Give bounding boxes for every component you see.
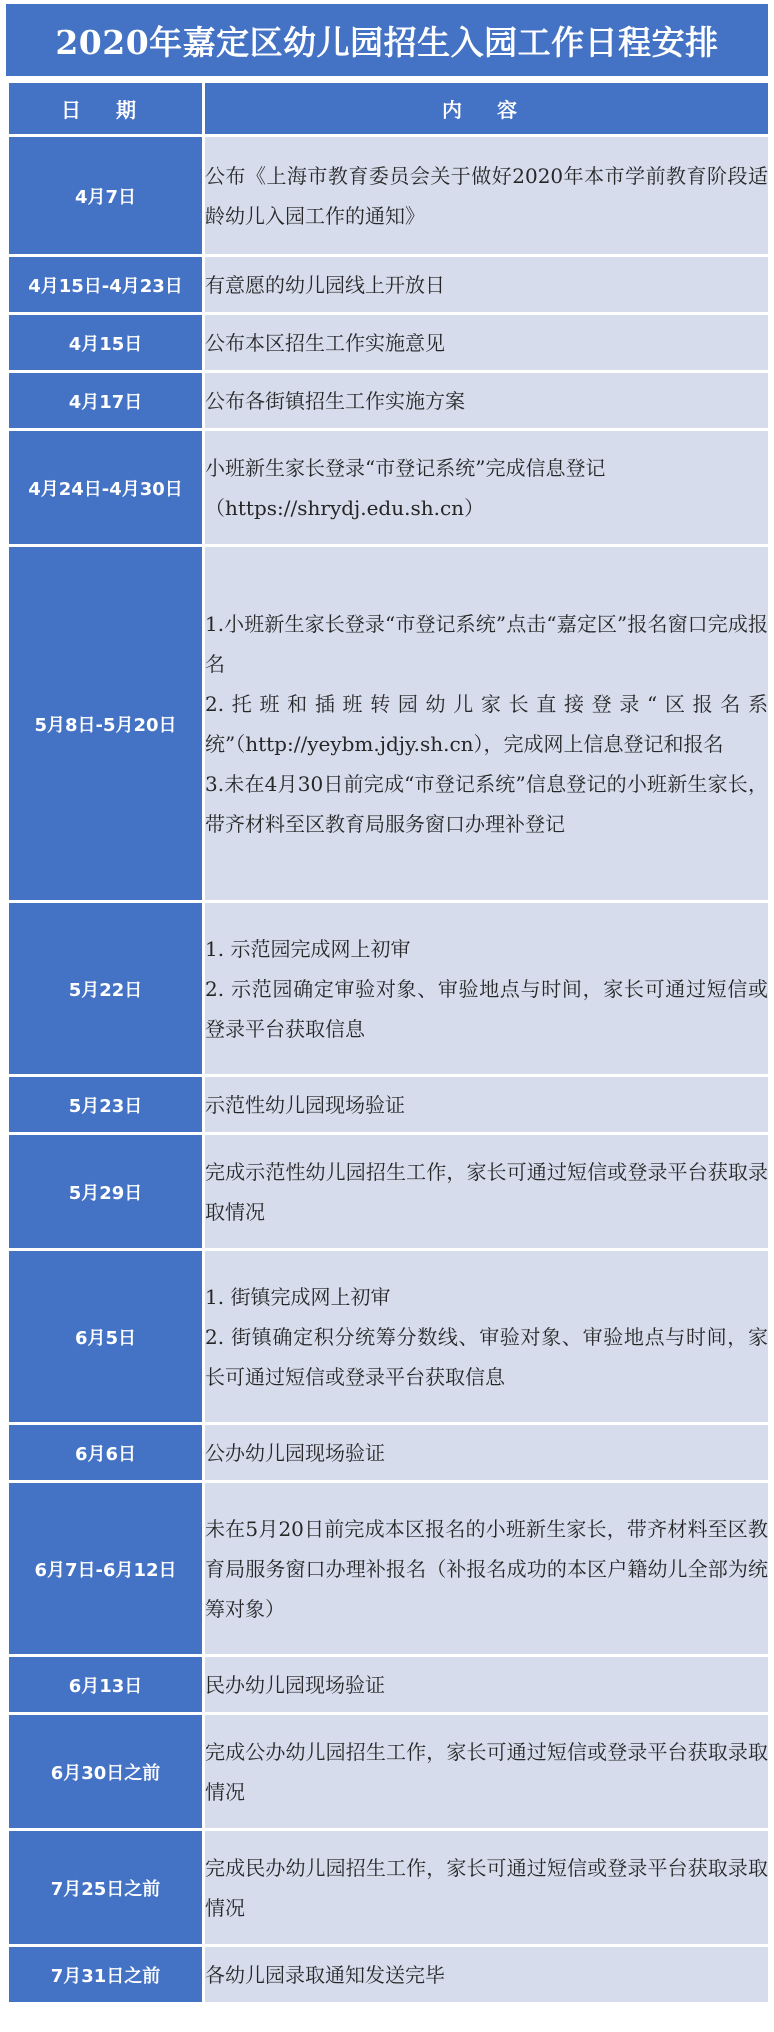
content-line: 有意愿的幼儿园线上开放日 (205, 272, 445, 297)
content-line: 完成公办幼儿园招生工作，家长可通过短信或登录平台获取录取情况 (205, 1739, 768, 1804)
row-date: 6月5日 (8, 1250, 204, 1424)
table-row (8, 1424, 770, 1482)
content-line: （https://shrydj.edu.sh.cn） (205, 495, 485, 520)
table-row (8, 1830, 770, 1946)
row-content (204, 136, 770, 256)
table-row (8, 372, 770, 430)
row-content (204, 372, 770, 430)
content-line: 1. 示范园完成网上初审 (205, 936, 411, 961)
table-row (8, 546, 770, 902)
table-row (8, 1946, 770, 2004)
table-row (8, 1656, 770, 1714)
header-date: 日 期 (8, 82, 204, 136)
content-line: 3.未在4月30日前完成“市登记系统”信息登记的小班新生家长，带齐材料至区教育局服务窗口办理补登记 (205, 771, 768, 836)
content-line: 各幼儿园录取通知发送完毕 (205, 1962, 445, 1987)
row-date: 6月6日 (8, 1424, 204, 1482)
table-row (8, 430, 770, 546)
row-date: 7月31日之前 (8, 1946, 204, 2004)
row-date: 6月7日-6月12日 (8, 1482, 204, 1656)
content-line: 公布各街镇招生工作实施方案 (205, 388, 465, 413)
row-content (204, 256, 770, 314)
row-date: 7月25日之前 (8, 1830, 204, 1946)
row-content (204, 1830, 770, 1946)
row-date: 4月15日 (8, 314, 204, 372)
content-line: 1.小班新生家长登录“市登记系统”点击“嘉定区”报名窗口完成报名 (205, 611, 768, 676)
row-content (204, 1714, 770, 1830)
row-content (204, 430, 770, 546)
row-date: 4月17日 (8, 372, 204, 430)
content-line: 完成民办幼儿园招生工作，家长可通过短信或登录平台获取录取情况 (205, 1855, 768, 1920)
content-line: 1. 街镇完成网上初审 (205, 1284, 391, 1309)
row-content (204, 1946, 770, 2004)
row-date: 5月23日 (8, 1076, 204, 1134)
row-date: 6月30日之前 (8, 1714, 204, 1830)
content-line: 小班新生家长登录“市登记系统”完成信息登记 (205, 455, 606, 480)
content-line: 2. 街镇确定积分统筹分数线、审验对象、审验地点与时间，家长可通过短信或登录平台获取信息 (205, 1324, 768, 1389)
content-line: 未在5月20日前完成本区报名的小班新生家长，带齐材料至区教育局服务窗口办理补报名（补报名成功的本区户籍幼儿全部为统筹对象） (205, 1516, 768, 1621)
row-content (204, 1076, 770, 1134)
row-date: 5月29日 (8, 1134, 204, 1250)
content-line: 公布《上海市教育委员会关于做好2020年本市学前教育阶段适龄幼儿入园工作的通知》 (205, 163, 768, 228)
table-row (8, 1250, 770, 1424)
content-line: 2.托班和插班转园幼儿家长直接登录“区报名系统”（http://yeybm.jdjy.sh.cn），完成网上信息登记和报名 (205, 691, 768, 756)
row-content (204, 314, 770, 372)
row-content (204, 1656, 770, 1714)
row-content (204, 1250, 770, 1424)
table-row (8, 256, 770, 314)
schedule-table (6, 80, 771, 2005)
table-row (8, 136, 770, 256)
content-line: 示范性幼儿园现场验证 (205, 1092, 405, 1117)
row-content (204, 1134, 770, 1250)
content-line: 完成示范性幼儿园招生工作，家长可通过短信或登录平台获取录取情况 (205, 1159, 768, 1224)
page-title: 2020年嘉定区幼儿园招生入园工作日程安排 (6, 4, 768, 76)
content-line: 2. 示范园确定审验对象、审验地点与时间，家长可通过短信或登录平台获取信息 (205, 976, 768, 1041)
row-content (204, 1424, 770, 1482)
content-line: 公布本区招生工作实施意见 (205, 330, 445, 355)
row-date: 4月7日 (8, 136, 204, 256)
row-content (204, 546, 770, 902)
row-date: 5月8日-5月20日 (8, 546, 204, 902)
header-content: 内 容 (204, 82, 770, 136)
row-date: 4月15日-4月23日 (8, 256, 204, 314)
table-row (8, 314, 770, 372)
content-line: 民办幼儿园现场验证 (205, 1672, 385, 1697)
row-date: 5月22日 (8, 902, 204, 1076)
table-row (8, 1134, 770, 1250)
table-row (8, 1482, 770, 1656)
row-content (204, 902, 770, 1076)
table-row (8, 1076, 770, 1134)
table-row (8, 902, 770, 1076)
content-line: 公办幼儿园现场验证 (205, 1440, 385, 1465)
row-date: 4月24日-4月30日 (8, 430, 204, 546)
row-content (204, 1482, 770, 1656)
row-date: 6月13日 (8, 1656, 204, 1714)
header-row (8, 82, 770, 136)
table-row (8, 1714, 770, 1830)
